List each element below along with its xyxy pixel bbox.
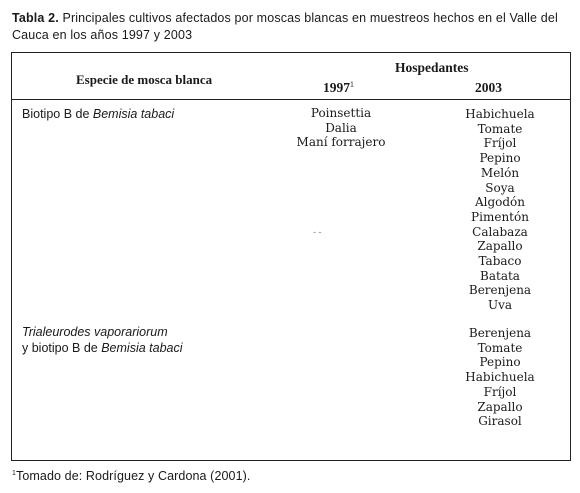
footnote-text: Tomado de: Rodríguez y Cardona (2001).: [16, 469, 251, 483]
list-item: Tomate: [477, 121, 523, 136]
list-item: Fríjol: [483, 136, 517, 151]
hosts-2003-row-1: [445, 107, 555, 313]
hosts-2003-row-2: [445, 326, 555, 429]
list-item: Fríjol: [483, 384, 517, 399]
species-italic: Bemisia tabaci: [101, 341, 183, 355]
list-item: Poinsettia: [310, 106, 372, 120]
caption-text: Principales cultivos afectados por moscas blancas en muestreos hechos en el Valle del Cauca en los años 1997 y 2003: [12, 11, 558, 42]
year-1997-label: 1997: [323, 80, 350, 95]
list-item: Uva: [487, 298, 513, 313]
list-item: Pepino: [479, 151, 521, 166]
list-item: Girasol: [478, 414, 522, 429]
hosts-1997-row-1: [286, 106, 396, 150]
species-row-2: [22, 324, 183, 356]
list-item: Algodón: [474, 195, 526, 210]
caption-label: Tabla 2.: [12, 11, 59, 25]
table-footnote: [12, 469, 251, 483]
table-caption: [12, 10, 572, 44]
list-item: Berenjena: [468, 283, 532, 298]
species-italic: Trialeurodes vaporariorum: [22, 325, 168, 339]
list-item: Habichuela: [465, 107, 535, 121]
species-column-header: Especie de mosca blanca: [76, 72, 213, 87]
list-item: Tomate: [477, 340, 523, 355]
table-right-rule: [570, 52, 571, 461]
species-row-1: [22, 106, 174, 122]
species-prefix: Biotipo B de: [22, 107, 93, 121]
list-item: Batata: [480, 268, 520, 283]
list-item: Maní forrajero: [296, 135, 386, 150]
list-item: Pepino: [479, 355, 521, 370]
list-item: Melón: [480, 165, 520, 180]
table-left-rule: [11, 52, 12, 461]
species-italic: Bemisia tabaci: [92, 107, 175, 121]
list-item: Tabaco: [478, 254, 522, 269]
footnote-marker: 1: [350, 81, 354, 89]
table-bottom-rule: [11, 460, 571, 461]
scan-mark: - -: [313, 227, 322, 237]
list-item: Pimentón: [471, 209, 529, 224]
list-item: Habichuela: [465, 370, 535, 385]
list-item: Calabaza: [472, 224, 528, 239]
list-item: Zapallo: [477, 239, 523, 254]
footnote-mark: 1: [12, 469, 16, 477]
header-bottom-rule: [11, 99, 571, 100]
year-2003-header: 2003: [475, 80, 502, 95]
table-top-rule: [11, 52, 571, 53]
list-item: Soya: [485, 180, 515, 195]
hosts-group-header: Hospedantes: [395, 60, 469, 75]
species-prefix: y biotipo B de: [22, 341, 102, 355]
year-1997-header: [323, 80, 354, 96]
list-item: Zapallo: [477, 399, 523, 414]
list-item: Berenjena: [468, 326, 532, 340]
list-item: Dalia: [325, 120, 357, 135]
